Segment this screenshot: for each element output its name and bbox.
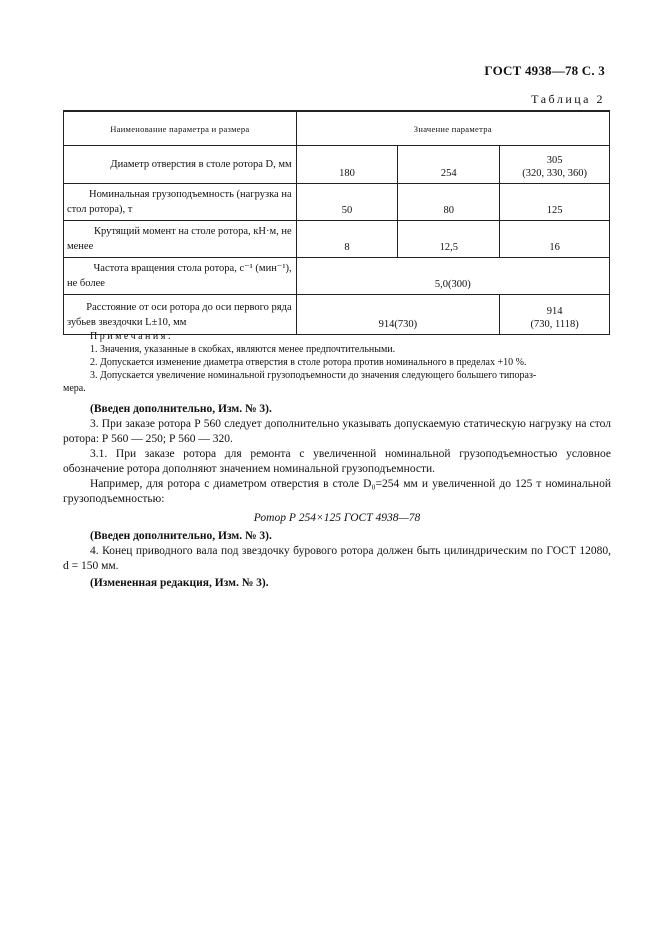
value-alt: (730, 1118) <box>530 319 579 330</box>
table-row <box>64 146 610 184</box>
table-row <box>64 295 610 335</box>
value-alt: (320, 330, 360) <box>522 168 587 179</box>
value-cell: 80 <box>398 184 500 221</box>
designation-example: Ротор Р 254×125 ГОСТ 4938—78 <box>253 512 421 524</box>
value-cell: 8 <box>296 221 398 258</box>
note-3: 3. Допускается увеличение номинальной грузоподъемности до значения следующего большего типораз- <box>90 370 537 381</box>
column-header-parameter: Наименование параметра и размера <box>64 111 297 146</box>
table-row <box>64 221 610 258</box>
param-cell: Крутящий момент на столе ротора, кН·м, не менее <box>64 221 297 258</box>
notes-title: Примечания: <box>90 331 174 342</box>
value-cell: 180 <box>296 146 398 184</box>
table-row <box>64 258 610 295</box>
note-3-continued: мера. <box>63 383 86 394</box>
value-cell: 16 <box>500 221 610 258</box>
paragraph: 3.1. При заказе ротора для ремонта с увеличенной номинальной грузоподъемностью условное обозначение ротора дополняют значением номинальной грузоподъемности. <box>63 448 611 475</box>
value-cell: 125 <box>500 184 610 221</box>
value-cell: 914(730) <box>296 295 500 335</box>
param-cell: Номинальная грузоподъемность (нагрузка на стол ротора), т <box>64 184 297 221</box>
param-cell: Частота вращения стола ротора, с⁻¹ (мин⁻¹), не более <box>64 258 297 295</box>
parameters-table <box>63 110 610 335</box>
value-cell: 12,5 <box>398 221 500 258</box>
param-cell: Диаметр отверстия в столе ротора D, мм <box>64 146 297 184</box>
paragraph: 3. При заказе ротора Р 560 следует дополнительно указывать допускаемую статическую нагрузку на стол ротора: Р 560 — 250; Р 560 — 320. <box>63 418 611 445</box>
paragraph: Например, для ротора с диаметром отверстия в столе D₀=254 мм и увеличенной до 125 т номинальной грузоподъемностью: <box>63 478 611 505</box>
page-header: ГОСТ 4938—78 С. 3 <box>484 63 605 78</box>
value-cell: 5,0(300) <box>296 258 609 295</box>
value-cell: 50 <box>296 184 398 221</box>
note-2: 2. Допускается изменение диаметра отверстия в столе ротора против номинального в пределах +10 %. <box>90 357 527 368</box>
notes-block <box>63 330 611 395</box>
table-caption: Таблица 2 <box>531 92 605 106</box>
amendment-note: (Введен дополнительно, Изм. № 3). <box>90 403 272 415</box>
amendment-note: (Введен дополнительно, Изм. № 3). <box>90 530 272 542</box>
table-row <box>64 184 610 221</box>
note-1: 1. Значения, указанные в скобках, являются менее предпочтительными. <box>90 344 396 355</box>
value-main: 914 <box>546 306 563 317</box>
value-main: 305 <box>546 155 563 166</box>
param-cell: Расстояние от оси ротора до оси первого ряда зубьев звездочки L±10, мм <box>64 295 297 335</box>
value-cell <box>500 295 610 335</box>
table-header-row <box>64 111 610 146</box>
body-text <box>63 400 611 591</box>
paragraph: 4. Конец приводного вала под звездочку бурового ротора должен быть цилиндрическим по ГОСТ 12080, d = 150 мм. <box>63 545 611 572</box>
amendment-note: (Измененная редакция, Изм. № 3). <box>90 577 269 589</box>
value-cell: 254 <box>398 146 500 184</box>
column-header-value: Значение параметра <box>296 111 609 146</box>
value-cell <box>500 146 610 184</box>
